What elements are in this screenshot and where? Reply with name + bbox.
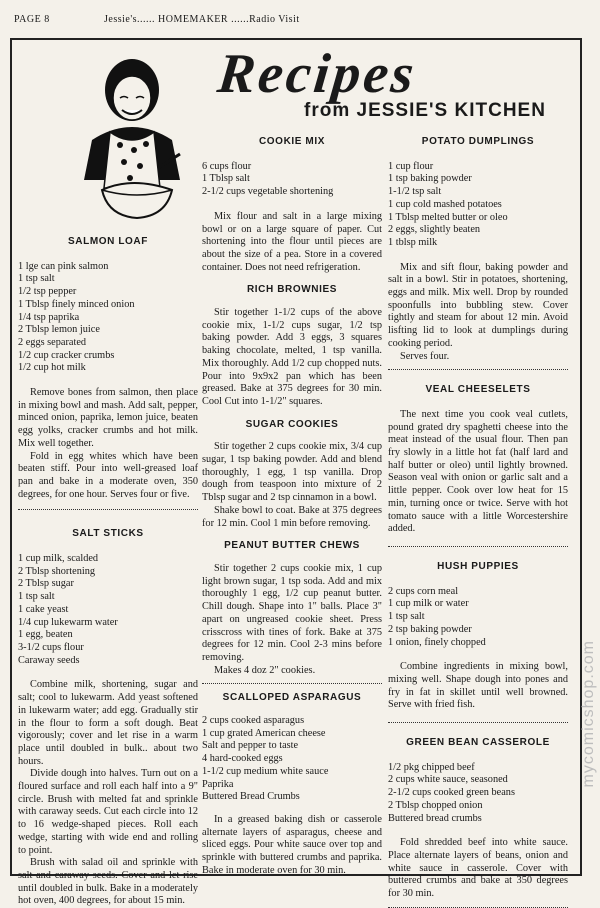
ingredient: 1 egg, beaten (18, 629, 73, 641)
ingredient: 1/2 tsp pepper (18, 286, 77, 298)
watermark: mycomicshop.com (580, 640, 597, 788)
cook-illustration (62, 50, 202, 225)
ingredient: 1 tsp salt (18, 273, 55, 285)
ingredient: 1 tsp baking powder (388, 173, 472, 185)
page-number: PAGE 8 (14, 14, 50, 25)
recipe-title: POTATO DUMPLINGS (421, 136, 535, 147)
ingredient: 2 cups corn meal (388, 585, 459, 597)
ingredient-list (388, 161, 568, 250)
ingredient: 2 tsp baking powder (388, 623, 472, 635)
ingredient: 2 Tblsp shortening (18, 565, 96, 577)
instruction-paragraph: Shake bowl to coat. Bake at 375 degrees for 12 min. Cool 1 min before removing. (202, 504, 382, 529)
section-divider (18, 509, 198, 510)
section-divider (388, 369, 568, 370)
instruction-paragraph: Stir together 2 cups cookie mix, 1 cup light brown sugar, 1 tsp soda. Add and mix thoroughly 1 egg, 1/2 cup peanut butter. Chill dough. Shape into 1" balls. Place 3" apart on ungreased cookie sheet. Press crisscross with tines of fork. Bake at 375 degrees for 12 min. Cool 2-3 mins before removing. (202, 562, 382, 663)
masthead-subtitle: from JESSIE'S KITCHEN (304, 100, 546, 121)
instruction-paragraph: The next time you cook veal cutlets, pound grated dry spaghetti cheese into the meat instead of the usual flour. Then pan fry slowly in a little hot fat (half lard and half butter or oleo) until lightly browned. Season veal with onion or garlic salt and a little pepper. Cook over low heat for 15 min, turning once or twice. Serve with hot tomato sauce with a little Worcestershire added. (388, 408, 568, 535)
instruction-paragraph: Mix flour and salt in a large mixing bowl or on a large square of paper. Cut shortening into the flour until pieces are about the size of a pea. Store in a covered container. Does not need refrigeration. (202, 210, 382, 273)
ingredient: 2 Tblsp chopped onion (388, 799, 483, 811)
instruction-paragraph: Combine milk, shortening, sugar and salt; cool to lukewarm. Add yeast softened in lukewarm water; add egg. Gradually stir in the flour to form a soft dough. Beat vigorously; cover and let rise in a warm place until doubled in bulk.. about two hours. (18, 679, 198, 767)
instruction-paragraph: Brush with salad oil and sprinkle with salt and caraway seeds. Cover and let rise until doubled in bulk. Bake in a moderately hot oven, 400 degrees, for about 15 min. (18, 857, 198, 907)
instruction-paragraph: Makes 4 doz 2" cookies. (214, 664, 316, 676)
recipe-title: GREEN BEAN CASSEROLE (406, 737, 550, 749)
ingredient: 2 eggs, slightly beaten (388, 224, 481, 236)
ingredient: 1 Tblsp salt (202, 173, 250, 185)
ingredient: 1 cake yeast (18, 603, 69, 615)
ingredient: Buttered Bread Crumbs (202, 791, 300, 803)
ingredient: 2 Tblsp sugar (18, 578, 74, 590)
ingredient: 1 onion, finely chopped (388, 636, 486, 648)
ingredient: 2-1/2 cups cooked green beans (388, 787, 515, 799)
ingredient: 1 tsp salt (18, 591, 55, 603)
ingredient: 1/2 cup hot milk (18, 362, 86, 374)
recipe-title: SALMON LOAF (68, 236, 148, 247)
ingredient: 3-1/2 cups flour (18, 641, 84, 653)
ingredient: 1 cup cold mashed potatoes (388, 198, 502, 210)
masthead-script: Recipes (214, 43, 420, 105)
ingredient: Paprika (202, 778, 234, 790)
column-left (18, 236, 198, 908)
ingredient: 1-1/2 tsp salt (388, 186, 442, 198)
column-middle (202, 136, 382, 877)
ingredient: 1 tsp salt (388, 611, 425, 623)
recipe-title: SALT STICKS (72, 528, 144, 540)
instruction-paragraph: Stir together 2 cups cookie mix, 3/4 cup sugar, 1 tsp baking powder. Add and blend thoroughly, 1 egg, 1 tsp vanilla. Drop dough from teaspoon into mixture of 2 Tblsp sugar and 2 tsp cinnamon in a bowl. (202, 441, 382, 504)
recipe-title: VEAL CHEESELETS (425, 384, 531, 396)
ingredient: 1/4 tsp paprika (18, 311, 80, 323)
instruction-paragraph: Mix and sift flour, baking powder and salt in a bowl. Stir in potatoes, shortening, eggs and milk. Mix well. Drop by rounded spoonfulls into bubbling stew. Cover tightly and steam for about 12 min. Avoid lisfting lid to look at dumplings during cooking period. (388, 261, 568, 349)
masthead (214, 42, 586, 122)
instruction-paragraph: Combine ingredients in mixing bowl, mixing well. Shape dough into pones and fry in fat in skillet until well browned. Serve with fried fish. (388, 661, 568, 711)
ingredient: 1 cup flour (388, 160, 434, 172)
recipe-title: PEANUT BUTTER CHEWS (224, 540, 360, 552)
ingredient-list (388, 762, 568, 826)
ingredient: 2 Tblsp lemon juice (18, 324, 100, 336)
instruction-paragraph: Fold shredded beef into white sauce. Place alternate layers of beans, onion and white sauce in casserole. Cover with buttered crumbs and bake at 350 degrees for 30 min. (388, 837, 568, 900)
ingredient-list (18, 261, 198, 375)
page-header (14, 14, 586, 28)
ingredient-list (202, 715, 382, 804)
instruction-paragraph: Serves four. (400, 350, 450, 362)
section-divider (388, 546, 568, 547)
recipe-title: COOKIE MIX (258, 136, 325, 147)
ingredient: 1/4 cup lukewarm water (18, 616, 118, 628)
section-divider (202, 683, 382, 684)
column-right (388, 136, 568, 908)
ingredient: 1/2 pkg chipped beef (388, 761, 475, 773)
ingredient: 6 cups flour (202, 160, 252, 172)
ingredient: Salt and pepper to taste (202, 740, 299, 752)
ingredient: 2 eggs separated (18, 336, 87, 348)
ingredient: Caraway seeds (18, 654, 80, 666)
ingredient: 1 tblsp milk (388, 236, 438, 248)
recipe-title: HUSH PUPPIES (437, 560, 519, 572)
recipe-title: RICH BROWNIES (246, 284, 338, 296)
ingredient: 1 cup milk or water (388, 598, 469, 610)
ingredient-list (202, 161, 382, 199)
ingredient: 1 Tblsp finely minced onion (18, 298, 135, 310)
ingredient: Buttered bread crumbs (388, 812, 482, 824)
ingredient-list (18, 553, 198, 667)
ingredient: 1-1/2 cup medium white sauce (202, 765, 329, 777)
ingredient: 2 cups cooked asparagus (202, 715, 305, 727)
ingredient: 1 lge can pink salmon (18, 260, 109, 272)
ingredient: 2 cups white sauce, seasoned (388, 774, 508, 786)
section-divider (388, 722, 568, 723)
instruction-paragraph: Fold in egg whites which have been beaten stiff. Pour into well-greased loaf pan and bake in a moderate oven, 350 degrees, for one hour. Serves four or five. (18, 450, 198, 500)
recipe-title: SUGAR COOKIES (245, 418, 339, 430)
running-header: Jessie's...... HOMEMAKER ......Radio Visit (104, 14, 300, 25)
ingredient: 1/2 cup cracker crumbs (18, 349, 115, 361)
ingredient: 1 cup milk, scalded (18, 553, 99, 565)
ingredient: 1 cup grated American cheese (202, 727, 326, 739)
ingredient: 1 Tblsp melted butter or oleo (388, 211, 508, 223)
instruction-paragraph: Stir together 1-1/2 cups of the above cookie mix, 1-1/2 cups sugar, 1/2 tsp baking powder. Add 3 eggs, 3 squares baking chocolate, melted, 1 tsp vanilla. Mix thoroughly. Add 1/2 cup chopped nuts. Pour into 9x9x2 pan which has been greased. Bake at 375 degrees for 30 min. Cool Cut into 1-1/2" squares. (202, 307, 382, 407)
instruction-paragraph: Divide dough into halves. Turn out on a floured surface and roll each half into a 9" circle. Brush with melted fat and sprinkle with caraway seeds. Cut each circle into 12 to 16 wedge-shaped pieces. Roll each wedge, starting with wide end and rolling to point. (18, 768, 198, 856)
ingredient: 2-1/2 cups vegetable shortening (202, 186, 334, 198)
instruction-paragraph: In a greased baking dish or casserole alternate layers of asparagus, cheese and sliced eggs. Pour white sauce over top and sprinkle with buttered crumbs and paprika. Bake in moderate oven for 30 min. (202, 813, 382, 876)
instruction-paragraph: Remove bones from salmon, then place in mixing bowl and mash. Add salt, pepper, minced onion, paprika, lemon juice, beaten egg yolks, cracker crumbs and hot milk. Mix well together. (18, 387, 198, 449)
ingredient-list (388, 586, 568, 650)
ingredient: 4 hard-cooked eggs (202, 753, 283, 765)
recipe-title: SCALLOPED ASPARAGUS (222, 692, 362, 704)
